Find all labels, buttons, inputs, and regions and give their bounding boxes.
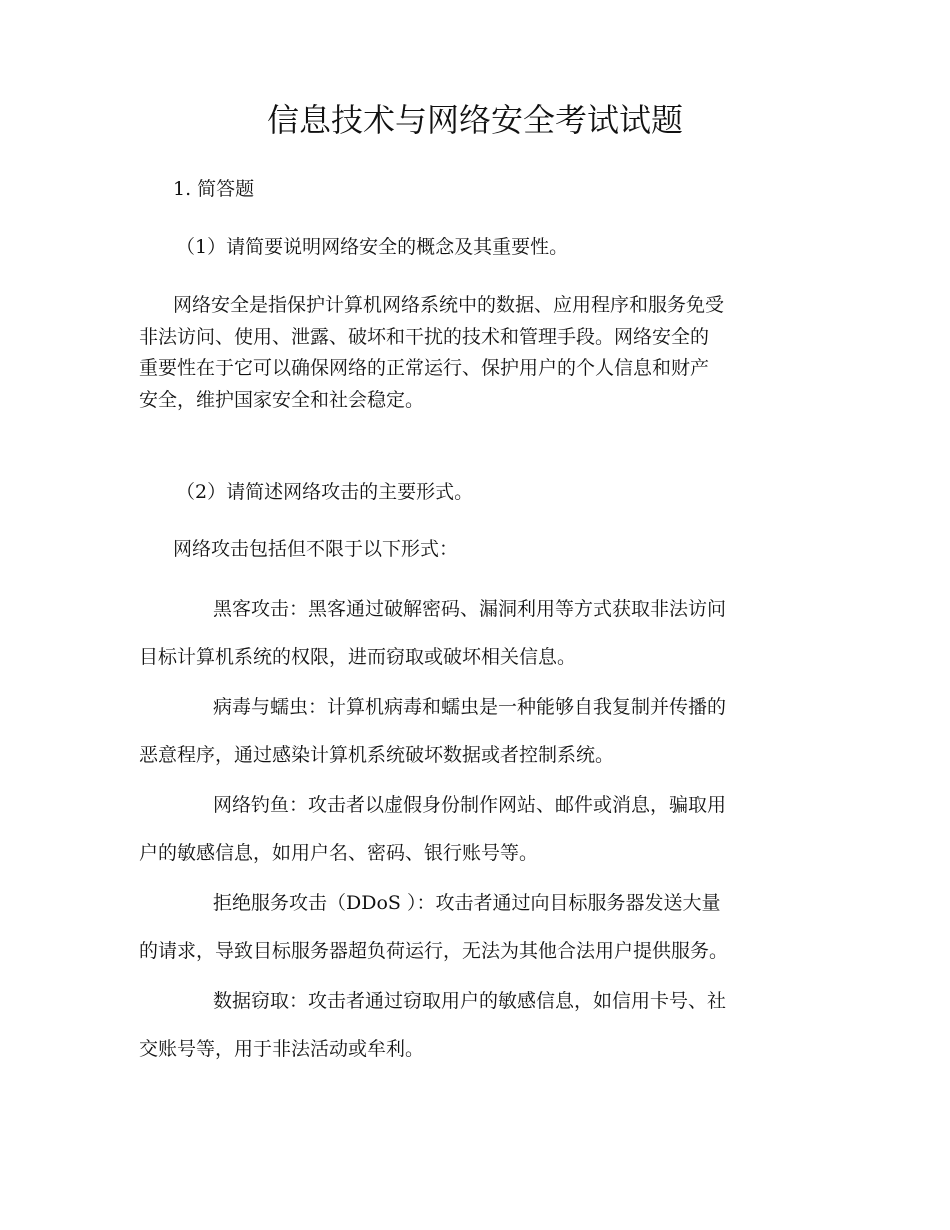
- answer-1-line: 非法访问、使用、泄露、破坏和干扰的技术和管理手段。网络安全的: [139, 325, 710, 348]
- answer-1-line: 网络安全是指保护计算机网络系统中的数据、应用程序和服务免受: [173, 294, 725, 316]
- answer-1-line: 安全，维护国家安全和社会稳定。: [139, 388, 425, 411]
- list-item-line-2: 目标计算机系统的权限，进而窃取或破坏相关信息。: [139, 646, 577, 668]
- list-item-line-1: 数据窃取：攻击者通过窃取用户的敏感信息，如信用卡号、社: [213, 990, 727, 1012]
- list-item-line-1: 网络钓鱼：攻击者以虚假身份制作网站、邮件或消息，骗取用: [213, 794, 727, 816]
- section-heading: 1. 简答题: [173, 178, 255, 200]
- list-item-line-2: 交账号等，用于非法活动或牟利。: [139, 1038, 425, 1060]
- list-item: [139, 879, 839, 975]
- list-item-line-2: 户的敏感信息，如用户名、密码、银行账号等。: [139, 842, 539, 864]
- list-item: [139, 781, 839, 877]
- list-item-line-2: 恶意程序，通过感染计算机系统破坏数据或者控制系统。: [139, 744, 615, 766]
- list-item-line-1: 拒绝服务攻击（DDoS ）：攻击者通过向目标服务器发送大量: [213, 892, 721, 914]
- answer-1-line: 重要性在于它可以确保网络的正常运行、保护用户的个人信息和财产: [139, 357, 710, 379]
- list-item-line-1: 黑客攻击：黑客通过破解密码、漏洞利用等方式获取非法访问: [213, 598, 727, 620]
- answer-2-intro: [139, 534, 829, 565]
- list-item-line-2: 的请求，导致目标服务器超负荷运行，无法为其他合法用户提供服务。: [139, 940, 729, 962]
- question-2: （2）请简述网络攻击的主要形式。: [176, 481, 474, 503]
- list-item: [139, 683, 839, 779]
- list-item-line-1: 病毒与蠕虫：计算机病毒和蠕虫是一种能够自我复制并传播的: [213, 696, 727, 718]
- list-item: [139, 585, 839, 681]
- answer-2-intro-text: 网络攻击包括但不限于以下形式：: [173, 538, 459, 560]
- question-1: （1）请简要说明网络安全的概念及其重要性。: [176, 236, 569, 258]
- answer-1-paragraph: [139, 290, 829, 416]
- list-item: [139, 977, 839, 1073]
- document-title: 信息技术与网络安全考试试题: [266, 101, 683, 139]
